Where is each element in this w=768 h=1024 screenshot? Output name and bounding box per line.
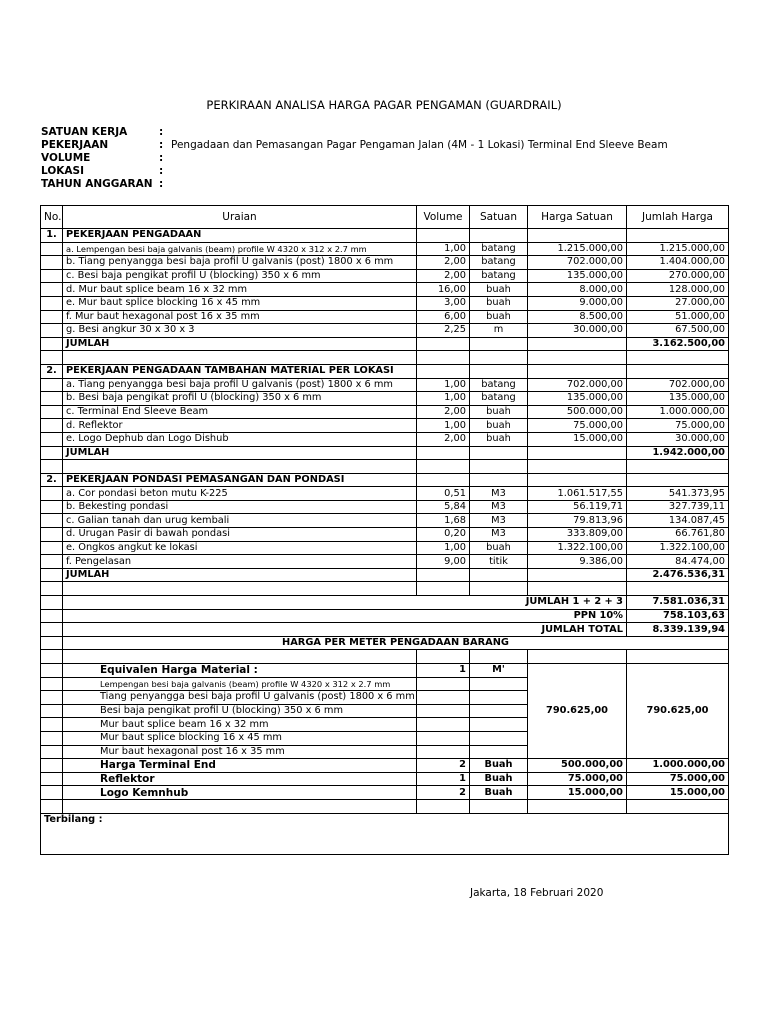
item-total: 1.000.000,00 — [627, 405, 729, 419]
meta-value — [171, 178, 668, 191]
extra-unit: Buah — [470, 759, 528, 773]
blank-row — [41, 351, 729, 365]
item-description: c. Besi baja pengikat profil U (blocking) 350 x 6 mm — [63, 269, 417, 283]
section-title: PEKERJAAN PENGADAAN TAMBAHAN MATERIAL PER LOKASI — [63, 364, 417, 378]
item-description: b. Bekesting pondasi — [63, 500, 417, 514]
section-total-row — [41, 337, 729, 351]
item-volume: 16,00 — [417, 283, 470, 297]
meta-row — [41, 165, 668, 178]
item-unit: buah — [470, 296, 528, 310]
equivalent-row — [41, 664, 729, 678]
item-description: f. Pengelasan — [63, 555, 417, 569]
item-unit-price: 8.000,00 — [528, 283, 627, 297]
item-unit-price: 702.000,00 — [528, 256, 627, 270]
item-description: e. Mur baut splice blocking 16 x 45 mm — [63, 296, 417, 310]
section-number: 2. — [41, 473, 63, 487]
item-unit-price: 75.000,00 — [528, 419, 627, 433]
item-description: a. Tiang penyangga besi baja profil U galvanis (post) 1800 x 6 mm — [63, 378, 417, 392]
item-volume: 2,00 — [417, 405, 470, 419]
summary-label: PPN 10% — [63, 609, 627, 623]
item-unit-price: 8.500,00 — [528, 310, 627, 324]
extra-unit: Buah — [470, 786, 528, 800]
item-unit: buah — [470, 283, 528, 297]
meta-row — [41, 126, 668, 139]
meta-row — [41, 152, 668, 165]
section-title: PEKERJAAN PENGADAAN — [63, 229, 417, 243]
item-unit: buah — [470, 310, 528, 324]
item-description: a. Cor pondasi beton mutu K-225 — [63, 487, 417, 501]
item-unit: buah — [470, 541, 528, 555]
item-unit: M3 — [470, 487, 528, 501]
summary-label: JUMLAH TOTAL — [63, 623, 627, 637]
meta-colon: : — [159, 126, 164, 138]
item-unit-price: 1.061.517,55 — [528, 487, 627, 501]
section-title: PEKERJAAN PONDASI PEMASANGAN DAN PONDASI — [63, 473, 417, 487]
blank-row — [41, 460, 729, 474]
material-description: Besi baja pengikat profil U (blocking) 350 x 6 mm — [63, 704, 417, 718]
table-row — [41, 324, 729, 338]
header-satuan: Satuan — [470, 206, 528, 229]
extra-description: Logo Kemnhub — [63, 786, 417, 800]
item-volume: 2,25 — [417, 324, 470, 338]
item-unit: buah — [470, 405, 528, 419]
item-total: 270.000,00 — [627, 269, 729, 283]
table-row — [41, 296, 729, 310]
item-description: b. Besi baja pengikat profil U (blocking) 350 x 6 mm — [63, 392, 417, 406]
section-total-value: 3.162.500,00 — [627, 337, 729, 351]
equivalent-volume: 1 — [417, 664, 470, 678]
item-description: e. Ongkos angkut ke lokasi — [63, 541, 417, 555]
table-row — [41, 405, 729, 419]
item-volume: 1,00 — [417, 541, 470, 555]
item-unit-price: 15.000,00 — [528, 432, 627, 446]
meta-colon: : — [159, 152, 164, 164]
item-unit: M3 — [470, 500, 528, 514]
item-volume: 1,00 — [417, 419, 470, 433]
extra-volume: 1 — [417, 772, 470, 786]
item-total: 1.404.000,00 — [627, 256, 729, 270]
item-volume: 0,51 — [417, 487, 470, 501]
item-description: d. Mur baut splice beam 16 x 32 mm — [63, 283, 417, 297]
extra-unit-price: 500.000,00 — [528, 759, 627, 773]
meta-colon: : — [159, 139, 164, 151]
extra-total: 15.000,00 — [627, 786, 729, 800]
item-unit-price: 56.119,71 — [528, 500, 627, 514]
item-total: 1.322.100,00 — [627, 541, 729, 555]
item-volume: 2,00 — [417, 432, 470, 446]
table-row — [41, 555, 729, 569]
item-description: f. Mur baut hexagonal post 16 x 35 mm — [63, 310, 417, 324]
item-unit-price: 702.000,00 — [528, 378, 627, 392]
item-unit: batang — [470, 392, 528, 406]
item-volume: 1,00 — [417, 242, 470, 256]
material-description: Mur baut splice blocking 16 x 45 mm — [63, 731, 417, 745]
meta-value: Pengadaan dan Pemasangan Pagar Pengaman Jalan (4M - 1 Lokasi) Terminal End Sleeve Beam — [171, 139, 668, 151]
item-unit-price: 79.813,96 — [528, 514, 627, 528]
table-row — [41, 528, 729, 542]
header-info — [41, 126, 668, 191]
item-volume: 1,00 — [417, 378, 470, 392]
table-row — [41, 378, 729, 392]
item-unit: buah — [470, 432, 528, 446]
item-unit-price: 30.000,00 — [528, 324, 627, 338]
equivalent-total: 790.625,00 — [627, 664, 729, 759]
table-row — [41, 283, 729, 297]
item-total: 30.000,00 — [627, 432, 729, 446]
item-total: 541.373,95 — [627, 487, 729, 501]
header-no: No. — [41, 206, 63, 229]
section-header — [41, 473, 729, 487]
equivalent-unit: M' — [470, 664, 528, 678]
item-unit-price: 135.000,00 — [528, 392, 627, 406]
summary-row — [41, 609, 729, 623]
equivalent-unit-price: 790.625,00 — [528, 664, 627, 759]
price-analysis-table — [40, 205, 729, 855]
header-uraian: Uraian — [63, 206, 417, 229]
header-harga-satuan: Harga Satuan — [528, 206, 627, 229]
summary-value: 758.103,63 — [627, 609, 729, 623]
extra-unit-price: 15.000,00 — [528, 786, 627, 800]
table-row — [41, 541, 729, 555]
section-header — [41, 229, 729, 243]
extra-total: 75.000,00 — [627, 772, 729, 786]
section-total-label: JUMLAH — [63, 568, 417, 582]
extra-row — [41, 759, 729, 773]
meta-label: TAHUN ANGGARAN — [41, 178, 153, 190]
blank-row — [41, 799, 729, 813]
table-row — [41, 310, 729, 324]
material-description: Lempengan besi baja galvanis (beam) profile W 4320 x 312 x 2.7 mm — [63, 677, 417, 691]
table-row — [41, 242, 729, 256]
terbilang-row — [41, 813, 729, 854]
blank-row — [41, 650, 729, 664]
table-row — [41, 487, 729, 501]
section-total-row — [41, 568, 729, 582]
item-unit-price: 9.000,00 — [528, 296, 627, 310]
meta-label: LOKASI — [41, 165, 84, 177]
header-jumlah-harga: Jumlah Harga — [627, 206, 729, 229]
blank-row — [41, 582, 729, 596]
meta-value — [171, 126, 668, 139]
meta-value — [171, 165, 668, 178]
meta-label: VOLUME — [41, 152, 91, 164]
section-total-value: 2.476.536,31 — [627, 568, 729, 582]
table-row — [41, 419, 729, 433]
item-unit: batang — [470, 378, 528, 392]
summary-value: 8.339.139,94 — [627, 623, 729, 637]
item-unit-price: 1.322.100,00 — [528, 541, 627, 555]
extra-volume: 2 — [417, 786, 470, 800]
table-row — [41, 500, 729, 514]
item-total: 1.215.000,00 — [627, 242, 729, 256]
item-unit: M3 — [470, 528, 528, 542]
item-total: 27.000,00 — [627, 296, 729, 310]
item-unit-price: 1.215.000,00 — [528, 242, 627, 256]
item-total: 67.500,00 — [627, 324, 729, 338]
item-total: 51.000,00 — [627, 310, 729, 324]
section-total-row — [41, 446, 729, 460]
section-number: 2. — [41, 364, 63, 378]
item-total: 327.739,11 — [627, 500, 729, 514]
item-total: 128.000,00 — [627, 283, 729, 297]
meta-value — [171, 152, 668, 165]
table-row — [41, 269, 729, 283]
meta-row — [41, 139, 668, 152]
material-description: Tiang penyangga besi baja profil U galvanis (post) 1800 x 6 mm — [63, 691, 417, 705]
section-total-label: JUMLAH — [63, 446, 417, 460]
item-unit-price: 9.386,00 — [528, 555, 627, 569]
item-total: 66.761,80 — [627, 528, 729, 542]
item-volume: 6,00 — [417, 310, 470, 324]
item-description: c. Terminal End Sleeve Beam — [63, 405, 417, 419]
extra-total: 1.000.000,00 — [627, 759, 729, 773]
per-meter-heading-row — [41, 636, 729, 650]
item-volume: 1,00 — [417, 392, 470, 406]
meta-colon: : — [159, 178, 164, 190]
terbilang-label: Terbilang : — [41, 813, 729, 854]
extra-description: Reflektor — [63, 772, 417, 786]
section-total-value: 1.942.000,00 — [627, 446, 729, 460]
meta-colon: : — [159, 165, 164, 177]
table-row — [41, 514, 729, 528]
item-volume: 3,00 — [417, 296, 470, 310]
material-description: Mur baut hexagonal post 16 x 35 mm — [63, 745, 417, 759]
extra-volume: 2 — [417, 759, 470, 773]
item-description: e. Logo Dephub dan Logo Dishub — [63, 432, 417, 446]
item-description: d. Reflektor — [63, 419, 417, 433]
item-unit: m — [470, 324, 528, 338]
item-description: g. Besi angkur 30 x 30 x 3 — [63, 324, 417, 338]
item-unit-price: 135.000,00 — [528, 269, 627, 283]
item-unit-price: 500.000,00 — [528, 405, 627, 419]
item-unit: batang — [470, 242, 528, 256]
item-unit: batang — [470, 256, 528, 270]
item-volume: 5,84 — [417, 500, 470, 514]
item-description: a. Lempengan besi baja galvanis (beam) profile W 4320 x 312 x 2.7 mm — [63, 242, 417, 256]
item-description: c. Galian tanah dan urug kembali — [63, 514, 417, 528]
table-row — [41, 392, 729, 406]
signature-date: Jakarta, 18 Februari 2020 — [470, 887, 604, 899]
item-unit: batang — [470, 269, 528, 283]
table-header — [41, 206, 729, 229]
extra-unit-price: 75.000,00 — [528, 772, 627, 786]
summary-label: JUMLAH 1 + 2 + 3 — [63, 596, 627, 610]
item-volume: 9,00 — [417, 555, 470, 569]
section-total-label: JUMLAH — [63, 337, 417, 351]
item-total: 84.474,00 — [627, 555, 729, 569]
item-unit-price: 333.809,00 — [528, 528, 627, 542]
item-volume: 0,20 — [417, 528, 470, 542]
extra-row — [41, 772, 729, 786]
section-header — [41, 364, 729, 378]
extra-unit: Buah — [470, 772, 528, 786]
material-description: Mur baut splice beam 16 x 32 mm — [63, 718, 417, 732]
item-total: 75.000,00 — [627, 419, 729, 433]
item-volume: 1,68 — [417, 514, 470, 528]
meta-row — [41, 178, 668, 191]
item-total: 134.087,45 — [627, 514, 729, 528]
summary-row — [41, 596, 729, 610]
section-number: 1. — [41, 229, 63, 243]
item-volume: 2,00 — [417, 256, 470, 270]
table-row — [41, 256, 729, 270]
item-unit: titik — [470, 555, 528, 569]
equivalent-label: Equivalen Harga Material : — [63, 664, 417, 678]
extra-description: Harga Terminal End — [63, 759, 417, 773]
item-description: d. Urugan Pasir di bawah pondasi — [63, 528, 417, 542]
summary-value: 7.581.036,31 — [627, 596, 729, 610]
item-volume: 2,00 — [417, 269, 470, 283]
item-description: b. Tiang penyangga besi baja profil U galvanis (post) 1800 x 6 mm — [63, 256, 417, 270]
extra-row — [41, 786, 729, 800]
item-total: 135.000,00 — [627, 392, 729, 406]
table-row — [41, 432, 729, 446]
summary-row — [41, 623, 729, 637]
item-total: 702.000,00 — [627, 378, 729, 392]
header-volume: Volume — [417, 206, 470, 229]
item-unit: M3 — [470, 514, 528, 528]
per-meter-heading: HARGA PER METER PENGADAAN BARANG — [63, 636, 729, 650]
item-unit: buah — [470, 419, 528, 433]
meta-label: PEKERJAAN — [41, 139, 109, 151]
meta-label: SATUAN KERJA — [41, 126, 128, 138]
document-title: PERKIRAAN ANALISA HARGA PAGAR PENGAMAN (GUARDRAIL) — [206, 98, 562, 112]
